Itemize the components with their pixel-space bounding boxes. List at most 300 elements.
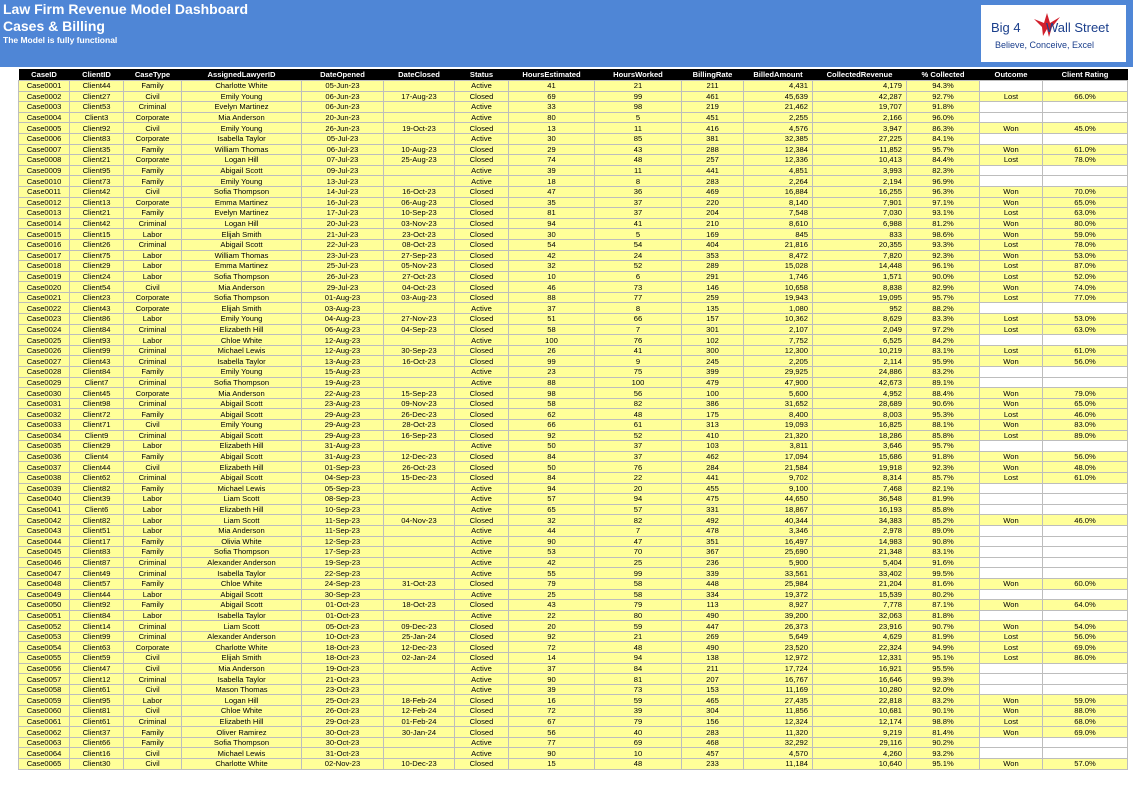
table-cell[interactable]: 04-Sep-23 <box>302 472 384 483</box>
table-cell[interactable]: Lost <box>980 324 1043 335</box>
table-cell[interactable]: Case0060 <box>19 706 70 717</box>
table-cell[interactable]: 6,988 <box>813 218 907 229</box>
table-cell[interactable]: Elizabeth Hill <box>182 462 302 473</box>
table-cell[interactable]: 88.1% <box>907 420 980 431</box>
table-cell[interactable]: 99 <box>595 91 682 102</box>
table-cell[interactable]: 92.7% <box>907 91 980 102</box>
table-cell[interactable]: Corporate <box>124 197 182 208</box>
table-cell[interactable]: 845 <box>744 229 813 240</box>
table-cell[interactable]: Case0011 <box>19 186 70 197</box>
table-cell[interactable]: Case0006 <box>19 133 70 144</box>
table-cell[interactable]: 97.1% <box>907 197 980 208</box>
table-cell[interactable]: 30-Sep-23 <box>384 345 455 356</box>
table-cell[interactable]: 11,852 <box>813 144 907 155</box>
table-cell[interactable]: Mia Anderson <box>182 282 302 293</box>
table-cell[interactable]: 334 <box>682 589 744 600</box>
table-cell[interactable]: 81.2% <box>907 218 980 229</box>
table-cell[interactable]: Labor <box>124 504 182 515</box>
table-cell[interactable]: Client43 <box>70 303 124 314</box>
table-cell[interactable]: Client72 <box>70 409 124 420</box>
table-cell[interactable]: Client66 <box>70 737 124 748</box>
table-cell[interactable]: 8,003 <box>813 409 907 420</box>
table-cell[interactable] <box>384 589 455 600</box>
table-cell[interactable]: 5,900 <box>744 557 813 568</box>
table-cell[interactable] <box>384 133 455 144</box>
table-cell[interactable]: 4,629 <box>813 631 907 642</box>
table-cell[interactable] <box>980 684 1043 695</box>
table-cell[interactable]: Lost <box>980 472 1043 483</box>
table-cell[interactable]: 5,600 <box>744 388 813 399</box>
table-cell[interactable]: 7,548 <box>744 208 813 219</box>
table-cell[interactable]: Client49 <box>70 568 124 579</box>
table-cell[interactable]: 76 <box>595 335 682 346</box>
table-cell[interactable]: 90.1% <box>907 706 980 717</box>
table-cell[interactable]: Chloe White <box>182 706 302 717</box>
table-cell[interactable]: Labor <box>124 494 182 505</box>
table-cell[interactable]: Criminal <box>124 218 182 229</box>
table-cell[interactable]: Case0010 <box>19 176 70 187</box>
table-cell[interactable]: 89.0% <box>1043 430 1128 441</box>
table-cell[interactable]: Client42 <box>70 186 124 197</box>
table-cell[interactable]: Closed <box>455 282 509 293</box>
table-cell[interactable]: Active <box>455 589 509 600</box>
table-cell[interactable]: Lost <box>980 239 1043 250</box>
table-cell[interactable]: Logan Hill <box>182 218 302 229</box>
table-cell[interactable]: Isabella Taylor <box>182 133 302 144</box>
table-cell[interactable]: 83.1% <box>907 345 980 356</box>
table-cell[interactable] <box>384 176 455 187</box>
table-cell[interactable]: 54 <box>509 239 595 250</box>
table-cell[interactable]: Civil <box>124 91 182 102</box>
table-cell[interactable]: 91.8% <box>907 451 980 462</box>
table-cell[interactable]: Family <box>124 600 182 611</box>
table-cell[interactable]: 18-Feb-24 <box>384 695 455 706</box>
table-cell[interactable]: 52 <box>595 261 682 272</box>
table-cell[interactable]: 16 <box>509 695 595 706</box>
table-cell[interactable]: 27-Sep-23 <box>384 250 455 261</box>
table-cell[interactable]: Case0032 <box>19 409 70 420</box>
table-cell[interactable]: Logan Hill <box>182 155 302 166</box>
table-cell[interactable]: 33 <box>509 102 595 113</box>
table-cell[interactable]: Criminal <box>124 472 182 483</box>
table-cell[interactable]: 15-Sep-23 <box>384 388 455 399</box>
table-cell[interactable]: Family <box>124 367 182 378</box>
table-cell[interactable]: 42 <box>509 557 595 568</box>
table-cell[interactable] <box>1043 367 1128 378</box>
column-header[interactable]: ClientID <box>70 69 124 81</box>
table-cell[interactable]: 56.0% <box>1043 451 1128 462</box>
table-cell[interactable]: 169 <box>682 229 744 240</box>
table-cell[interactable]: 441 <box>682 472 744 483</box>
table-cell[interactable]: Emily Young <box>182 420 302 431</box>
table-cell[interactable]: 7 <box>595 525 682 536</box>
table-cell[interactable]: 86.3% <box>907 123 980 134</box>
table-cell[interactable]: 58 <box>595 578 682 589</box>
table-cell[interactable]: Liam Scott <box>182 515 302 526</box>
table-cell[interactable]: Won <box>980 578 1043 589</box>
table-cell[interactable]: 20-Jun-23 <box>302 112 384 123</box>
table-cell[interactable]: 30 <box>509 229 595 240</box>
table-cell[interactable]: 455 <box>682 483 744 494</box>
table-cell[interactable]: Case0028 <box>19 367 70 378</box>
table-cell[interactable]: 04-Nov-23 <box>384 515 455 526</box>
table-cell[interactable]: 69.0% <box>1043 642 1128 653</box>
table-cell[interactable]: Lost <box>980 716 1043 727</box>
table-cell[interactable]: 284 <box>682 462 744 473</box>
table-cell[interactable] <box>980 335 1043 346</box>
table-cell[interactable]: Client87 <box>70 557 124 568</box>
table-cell[interactable]: 81.4% <box>907 727 980 738</box>
table-cell[interactable]: 18-Oct-23 <box>384 600 455 611</box>
table-cell[interactable] <box>980 737 1043 748</box>
table-cell[interactable]: Closed <box>455 727 509 738</box>
table-cell[interactable]: 72 <box>509 642 595 653</box>
table-cell[interactable]: Client27 <box>70 91 124 102</box>
table-cell[interactable]: 01-Aug-23 <box>302 292 384 303</box>
table-cell[interactable]: Family <box>124 208 182 219</box>
table-cell[interactable]: Client21 <box>70 208 124 219</box>
table-cell[interactable]: 79 <box>509 578 595 589</box>
table-cell[interactable]: Client53 <box>70 102 124 113</box>
table-cell[interactable]: 86.0% <box>1043 653 1128 664</box>
table-cell[interactable]: 351 <box>682 536 744 547</box>
table-cell[interactable]: 25,984 <box>744 578 813 589</box>
table-cell[interactable]: 8,140 <box>744 197 813 208</box>
table-cell[interactable]: 23,916 <box>813 621 907 632</box>
table-cell[interactable]: 14,448 <box>813 261 907 272</box>
table-cell[interactable]: 33,402 <box>813 568 907 579</box>
table-cell[interactable]: 82.1% <box>907 483 980 494</box>
table-cell[interactable]: 4,576 <box>744 123 813 134</box>
table-cell[interactable] <box>1043 483 1128 494</box>
table-cell[interactable]: 08-Sep-23 <box>302 494 384 505</box>
table-cell[interactable] <box>1043 176 1128 187</box>
table-cell[interactable] <box>384 102 455 113</box>
table-cell[interactable]: 56 <box>509 727 595 738</box>
table-cell[interactable]: 79 <box>595 600 682 611</box>
table-cell[interactable]: 83.0% <box>1043 420 1128 431</box>
table-cell[interactable]: Closed <box>455 621 509 632</box>
table-cell[interactable]: Case0054 <box>19 642 70 653</box>
table-cell[interactable]: 20-Jul-23 <box>302 218 384 229</box>
table-cell[interactable]: 90.8% <box>907 536 980 547</box>
table-cell[interactable]: Client24 <box>70 271 124 282</box>
table-cell[interactable]: 32 <box>509 261 595 272</box>
table-cell[interactable]: 58 <box>509 398 595 409</box>
table-cell[interactable] <box>1043 684 1128 695</box>
table-cell[interactable]: 236 <box>682 557 744 568</box>
table-cell[interactable]: 102 <box>682 335 744 346</box>
table-cell[interactable]: 331 <box>682 504 744 515</box>
table-cell[interactable]: 465 <box>682 695 744 706</box>
table-cell[interactable]: 82.9% <box>907 282 980 293</box>
table-cell[interactable] <box>384 441 455 452</box>
table-cell[interactable]: 12-Aug-23 <box>302 345 384 356</box>
column-header[interactable]: Client Rating <box>1043 69 1128 81</box>
table-cell[interactable]: Client44 <box>70 462 124 473</box>
table-cell[interactable]: 3,993 <box>813 165 907 176</box>
table-cell[interactable]: Case0043 <box>19 525 70 536</box>
table-cell[interactable]: 26-Jun-23 <box>302 123 384 134</box>
table-cell[interactable]: 04-Aug-23 <box>302 314 384 325</box>
table-cell[interactable]: 87.0% <box>1043 261 1128 272</box>
table-cell[interactable]: 14 <box>509 653 595 664</box>
table-cell[interactable]: Client42 <box>70 218 124 229</box>
table-cell[interactable]: 55 <box>509 568 595 579</box>
table-cell[interactable]: Closed <box>455 600 509 611</box>
table-cell[interactable]: 94 <box>509 483 595 494</box>
table-cell[interactable]: 245 <box>682 356 744 367</box>
table-cell[interactable]: Labor <box>124 610 182 621</box>
table-cell[interactable]: Client29 <box>70 441 124 452</box>
table-cell[interactable]: 18,286 <box>813 430 907 441</box>
table-cell[interactable]: Client12 <box>70 674 124 685</box>
table-cell[interactable]: Case0009 <box>19 165 70 176</box>
table-cell[interactable]: 74 <box>509 155 595 166</box>
table-cell[interactable]: Case0045 <box>19 547 70 558</box>
table-cell[interactable]: 45,639 <box>744 91 813 102</box>
table-cell[interactable]: Client71 <box>70 420 124 431</box>
table-cell[interactable]: Won <box>980 462 1043 473</box>
table-cell[interactable]: 48 <box>595 759 682 770</box>
table-cell[interactable]: Closed <box>455 208 509 219</box>
table-cell[interactable]: Active <box>455 133 509 144</box>
table-cell[interactable]: Client6 <box>70 504 124 515</box>
table-cell[interactable]: 24,886 <box>813 367 907 378</box>
table-cell[interactable]: 7,778 <box>813 600 907 611</box>
table-cell[interactable]: 56.0% <box>1043 356 1128 367</box>
table-cell[interactable]: 85 <box>595 133 682 144</box>
table-cell[interactable]: 353 <box>682 250 744 261</box>
table-cell[interactable]: 41 <box>595 345 682 356</box>
table-cell[interactable]: Corporate <box>124 133 182 144</box>
table-cell[interactable]: 2,978 <box>813 525 907 536</box>
table-cell[interactable]: Closed <box>455 218 509 229</box>
table-cell[interactable]: Sofia Thompson <box>182 547 302 558</box>
table-cell[interactable]: 31-Oct-23 <box>384 578 455 589</box>
table-cell[interactable] <box>1043 504 1128 515</box>
column-header[interactable]: AssignedLawyerID <box>182 69 302 81</box>
table-cell[interactable]: 57 <box>509 494 595 505</box>
table-cell[interactable]: Active <box>455 335 509 346</box>
table-cell[interactable]: Active <box>455 525 509 536</box>
table-cell[interactable]: Won <box>980 621 1043 632</box>
column-header[interactable]: BilledAmount <box>744 69 813 81</box>
table-cell[interactable]: Closed <box>455 271 509 282</box>
table-cell[interactable]: Emily Young <box>182 91 302 102</box>
table-cell[interactable]: 17-Aug-23 <box>384 91 455 102</box>
table-cell[interactable]: 22-Sep-23 <box>302 568 384 579</box>
table-cell[interactable]: Civil <box>124 462 182 473</box>
table-cell[interactable]: 59 <box>595 695 682 706</box>
table-cell[interactable]: 13-Aug-23 <box>302 356 384 367</box>
table-cell[interactable]: 83.2% <box>907 367 980 378</box>
table-cell[interactable]: Family <box>124 165 182 176</box>
table-cell[interactable]: 404 <box>682 239 744 250</box>
table-cell[interactable]: Client73 <box>70 176 124 187</box>
table-cell[interactable]: Case0040 <box>19 494 70 505</box>
table-cell[interactable]: Case0056 <box>19 663 70 674</box>
table-cell[interactable]: 211 <box>682 663 744 674</box>
table-cell[interactable]: Client84 <box>70 367 124 378</box>
table-cell[interactable]: 39 <box>595 706 682 717</box>
table-cell[interactable]: 833 <box>813 229 907 240</box>
table-cell[interactable]: Closed <box>455 631 509 642</box>
table-cell[interactable]: 09-Jul-23 <box>302 165 384 176</box>
table-cell[interactable]: 3,947 <box>813 123 907 134</box>
table-cell[interactable]: 97.2% <box>907 324 980 335</box>
table-cell[interactable]: 46.0% <box>1043 409 1128 420</box>
table-cell[interactable]: Active <box>455 483 509 494</box>
table-cell[interactable] <box>384 335 455 346</box>
table-cell[interactable]: 77 <box>509 737 595 748</box>
table-cell[interactable]: 85.8% <box>907 504 980 515</box>
table-cell[interactable]: Client43 <box>70 356 124 367</box>
table-cell[interactable] <box>980 112 1043 123</box>
table-cell[interactable]: 100 <box>595 377 682 388</box>
table-cell[interactable]: 98 <box>595 102 682 113</box>
table-cell[interactable] <box>384 536 455 547</box>
table-cell[interactable]: Active <box>455 547 509 558</box>
table-cell[interactable]: Labor <box>124 335 182 346</box>
table-cell[interactable]: Active <box>455 568 509 579</box>
table-cell[interactable]: 20,355 <box>813 239 907 250</box>
table-cell[interactable]: Active <box>455 504 509 515</box>
table-cell[interactable]: 210 <box>682 218 744 229</box>
table-cell[interactable]: Closed <box>455 292 509 303</box>
table-cell[interactable]: 13-Jul-23 <box>302 176 384 187</box>
table-cell[interactable]: 80 <box>509 112 595 123</box>
table-cell[interactable] <box>1043 165 1128 176</box>
table-cell[interactable]: Won <box>980 706 1043 717</box>
table-cell[interactable] <box>1043 610 1128 621</box>
table-cell[interactable]: Client99 <box>70 631 124 642</box>
table-cell[interactable]: 27,435 <box>744 695 813 706</box>
table-cell[interactable] <box>384 81 455 92</box>
table-cell[interactable]: 15-Dec-23 <box>384 472 455 483</box>
table-cell[interactable]: Case0023 <box>19 314 70 325</box>
table-cell[interactable]: 300 <box>682 345 744 356</box>
table-cell[interactable]: 153 <box>682 684 744 695</box>
table-cell[interactable]: Closed <box>455 155 509 166</box>
table-cell[interactable]: 32,063 <box>813 610 907 621</box>
column-header[interactable]: BillingRate <box>682 69 744 81</box>
table-cell[interactable]: Family <box>124 409 182 420</box>
table-cell[interactable]: Mason Thomas <box>182 684 302 695</box>
table-cell[interactable]: 69.0% <box>1043 727 1128 738</box>
table-cell[interactable]: Case0035 <box>19 441 70 452</box>
table-cell[interactable]: 59 <box>595 621 682 632</box>
table-cell[interactable]: Won <box>980 727 1043 738</box>
table-cell[interactable]: 48 <box>595 155 682 166</box>
table-cell[interactable]: 91.6% <box>907 557 980 568</box>
table-cell[interactable]: Isabella Taylor <box>182 356 302 367</box>
table-cell[interactable] <box>384 165 455 176</box>
table-cell[interactable] <box>1043 81 1128 92</box>
table-cell[interactable]: 03-Aug-23 <box>302 303 384 314</box>
table-cell[interactable]: Liam Scott <box>182 494 302 505</box>
table-cell[interactable] <box>1043 748 1128 759</box>
table-cell[interactable]: Client63 <box>70 642 124 653</box>
table-cell[interactable]: 43 <box>509 600 595 611</box>
table-cell[interactable]: Client14 <box>70 621 124 632</box>
table-cell[interactable] <box>980 504 1043 515</box>
table-cell[interactable]: Charlotte White <box>182 642 302 653</box>
table-cell[interactable]: 99 <box>509 356 595 367</box>
table-cell[interactable]: Active <box>455 165 509 176</box>
table-cell[interactable]: 08-Oct-23 <box>384 239 455 250</box>
table-cell[interactable]: 42,287 <box>813 91 907 102</box>
table-cell[interactable]: Abigail Scott <box>182 600 302 611</box>
table-cell[interactable]: Client35 <box>70 144 124 155</box>
table-cell[interactable]: Evelyn Martinez <box>182 208 302 219</box>
table-cell[interactable]: Isabella Taylor <box>182 610 302 621</box>
table-cell[interactable]: 06-Aug-23 <box>384 197 455 208</box>
table-cell[interactable]: 54 <box>595 239 682 250</box>
table-cell[interactable] <box>980 663 1043 674</box>
table-cell[interactable]: 06-Jun-23 <box>302 91 384 102</box>
table-cell[interactable]: 21 <box>595 631 682 642</box>
table-cell[interactable] <box>1043 525 1128 536</box>
table-cell[interactable]: 57.0% <box>1043 759 1128 770</box>
table-cell[interactable]: 95.5% <box>907 663 980 674</box>
table-cell[interactable]: Family <box>124 547 182 558</box>
table-cell[interactable]: 11,320 <box>744 727 813 738</box>
table-cell[interactable]: Won <box>980 600 1043 611</box>
table-cell[interactable]: Family <box>124 451 182 462</box>
table-cell[interactable]: 416 <box>682 123 744 134</box>
table-cell[interactable]: 283 <box>682 176 744 187</box>
table-cell[interactable]: Client59 <box>70 653 124 664</box>
table-cell[interactable]: 12-Aug-23 <box>302 335 384 346</box>
table-cell[interactable]: 53 <box>509 547 595 558</box>
table-cell[interactable]: Case0004 <box>19 112 70 123</box>
table-cell[interactable]: 447 <box>682 621 744 632</box>
table-cell[interactable]: 16,767 <box>744 674 813 685</box>
table-cell[interactable]: 15,028 <box>744 261 813 272</box>
table-cell[interactable]: Won <box>980 515 1043 526</box>
table-cell[interactable]: 26-Jul-23 <box>302 271 384 282</box>
table-cell[interactable]: 85.8% <box>907 430 980 441</box>
table-cell[interactable]: 59.0% <box>1043 695 1128 706</box>
table-cell[interactable] <box>980 536 1043 547</box>
table-cell[interactable]: Case0053 <box>19 631 70 642</box>
table-cell[interactable]: Labor <box>124 589 182 600</box>
table-cell[interactable]: Case0030 <box>19 388 70 399</box>
table-cell[interactable]: 01-Feb-24 <box>384 716 455 727</box>
table-cell[interactable]: 05-Sep-23 <box>302 483 384 494</box>
table-cell[interactable]: 490 <box>682 642 744 653</box>
table-cell[interactable]: 220 <box>682 197 744 208</box>
table-cell[interactable]: Case0051 <box>19 610 70 621</box>
table-cell[interactable]: Labor <box>124 314 182 325</box>
table-cell[interactable]: Active <box>455 684 509 695</box>
table-cell[interactable]: Closed <box>455 345 509 356</box>
table-cell[interactable]: Client61 <box>70 684 124 695</box>
table-cell[interactable] <box>1043 377 1128 388</box>
table-cell[interactable]: Case0017 <box>19 250 70 261</box>
table-cell[interactable]: 69 <box>509 91 595 102</box>
table-cell[interactable]: 48 <box>595 642 682 653</box>
table-cell[interactable]: 92.3% <box>907 250 980 261</box>
table-cell[interactable]: 441 <box>682 165 744 176</box>
table-cell[interactable]: Family <box>124 727 182 738</box>
table-cell[interactable]: 113 <box>682 600 744 611</box>
table-cell[interactable] <box>1043 536 1128 547</box>
table-cell[interactable]: 451 <box>682 112 744 123</box>
table-cell[interactable]: 99 <box>595 568 682 579</box>
table-cell[interactable]: 90.7% <box>907 621 980 632</box>
